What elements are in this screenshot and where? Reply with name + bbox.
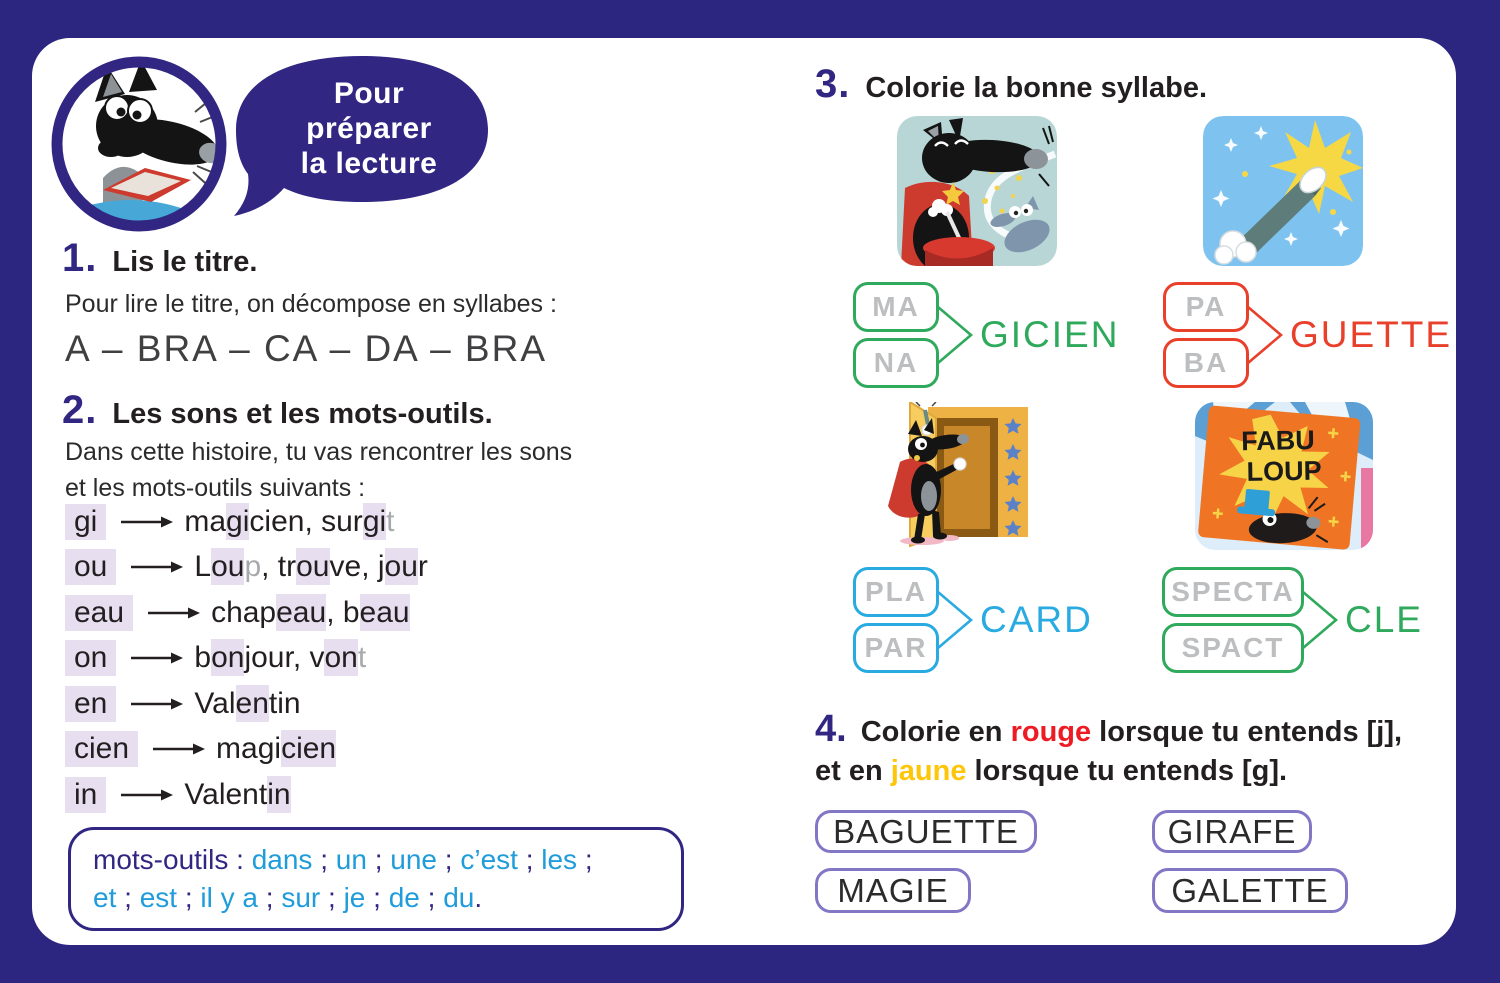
syllable-option-pla[interactable]: PLA	[853, 567, 939, 617]
wolf-magician-image	[897, 116, 1057, 266]
sound-row	[65, 636, 428, 682]
color-word: rouge	[1010, 716, 1092, 748]
show-poster-image	[1195, 402, 1373, 550]
wolf-avatar	[45, 50, 233, 238]
sound-words: magicien	[216, 732, 337, 766]
svg-text:LOUP: LOUP	[1246, 455, 1322, 487]
sound-row	[65, 590, 428, 636]
arrow-right-icon	[147, 606, 201, 620]
wolf-reading-icon	[45, 50, 233, 238]
merge-chevron-icon	[937, 567, 975, 673]
syllable-option-specta[interactable]: SPECTA	[1162, 567, 1304, 617]
sound-words: bonjour, vont	[194, 641, 367, 675]
section4-title-line2: et en jaune lorsque tu entends [g].	[815, 755, 1288, 787]
choice-group-spectacle	[1162, 567, 1423, 673]
sound-row	[65, 545, 428, 591]
bubble-text: Pour préparer la lecture	[300, 77, 438, 180]
arrow-right-icon	[130, 560, 184, 574]
choice-group-baguette	[1163, 282, 1452, 388]
sound-chip: eau	[65, 595, 133, 631]
word-box-magie[interactable]: MAGIE	[815, 868, 971, 913]
mots-outils-box	[68, 827, 684, 931]
sound-row	[65, 681, 428, 727]
title-syllables: A – BRA – CA – DA – BRA	[65, 328, 548, 369]
color-word: jaune	[890, 755, 967, 787]
syllable-option-par[interactable]: PAR	[853, 623, 939, 673]
arrow-right-icon	[152, 742, 206, 756]
sound-words: magicien, surgit	[184, 504, 395, 538]
section3-heading	[815, 62, 1207, 107]
sound-chip: gi	[65, 504, 106, 540]
arrow-right-icon	[130, 651, 184, 665]
word-box-baguette[interactable]: BAGUETTE	[815, 810, 1037, 853]
sound-chip: cien	[65, 731, 138, 767]
syllable-option-na[interactable]: NA	[853, 338, 939, 388]
choice-group-placard	[853, 567, 1093, 673]
section1-heading	[62, 236, 257, 281]
speech-bubble	[230, 54, 492, 222]
word-box-girafe[interactable]: GIRAFE	[1152, 810, 1312, 853]
section2-title: Les sons et les mots-outils.	[112, 398, 493, 430]
sound-words: Valentin	[184, 777, 291, 811]
merge-chevron-icon	[937, 282, 975, 388]
word-box-galette[interactable]: GALETTE	[1152, 868, 1348, 913]
merge-chevron-icon	[1302, 567, 1340, 673]
section4-title-line1: 4. Colorie en rouge lorsque tu entends [j],	[815, 708, 1403, 750]
arrow-right-icon	[120, 515, 174, 529]
sound-chip: on	[65, 640, 116, 676]
syllable-suffix: CLE	[1345, 599, 1423, 640]
sound-row	[65, 772, 428, 818]
section4-number: 4.	[815, 708, 847, 750]
arrow-right-icon	[130, 697, 184, 711]
syllable-option-pa[interactable]: PA	[1163, 282, 1249, 332]
choice-group-magicien	[853, 282, 1119, 388]
mots-outils-text: mots-outils : dans ; un ; une ; c’est ; les ; et ; est ; il y a ; sur ; je ; de ; du.	[93, 844, 593, 913]
wolf-at-door-image	[870, 402, 1050, 547]
section3-number: 3.	[815, 62, 851, 106]
section1-intro: Pour lire le titre, on décompose en syllabes :	[65, 290, 557, 318]
syllable-suffix: GUETTE	[1290, 314, 1453, 355]
syllable-option-ba[interactable]: BA	[1163, 338, 1249, 388]
sound-words: Valentin	[194, 686, 301, 720]
sound-words: Loup, trouve, jour	[194, 550, 428, 584]
section3-title: Colorie la bonne syllabe.	[865, 72, 1208, 104]
section1-number: 1.	[62, 236, 98, 280]
sound-chip: ou	[65, 549, 116, 585]
merge-chevron-icon	[1247, 282, 1285, 388]
syllable-option-spact[interactable]: SPACT	[1162, 623, 1304, 673]
sound-row	[65, 727, 428, 773]
sound-chip: en	[65, 686, 116, 722]
section2-number: 2.	[62, 388, 98, 432]
syllable-suffix: GICIEN	[980, 314, 1120, 355]
section1-title: Lis le titre.	[112, 246, 258, 278]
syllable-option-ma[interactable]: MA	[853, 282, 939, 332]
sound-row	[65, 499, 428, 545]
svg-text:FABU: FABU	[1241, 424, 1316, 457]
arrow-right-icon	[120, 788, 174, 802]
section2-intro: Dans cette histoire, tu vas rencontrer les sons et les mots-outils suivants :	[65, 438, 573, 502]
sound-words: chapeau, beau	[211, 595, 410, 629]
sounds-list	[65, 499, 428, 818]
section2-heading	[62, 388, 493, 433]
worksheet-sheet	[32, 38, 1456, 945]
section4-heading	[815, 710, 1475, 791]
magic-wand-image	[1203, 116, 1363, 266]
syllable-suffix: CARD	[980, 599, 1093, 640]
sound-chip: in	[65, 777, 106, 813]
